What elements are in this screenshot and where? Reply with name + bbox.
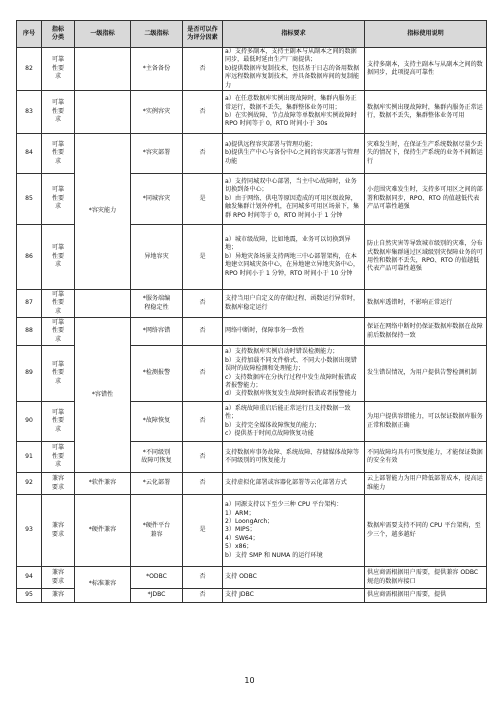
cell-scoring: 是 <box>183 495 223 567</box>
cell-no: 82 <box>17 48 42 91</box>
cell-scoring: 否 <box>183 473 223 495</box>
cell-usage: 不同故障均具有可恢复能力，才能保证数据的安全有效 <box>365 442 487 473</box>
cell-usage: 云上部署能力为用户降低部署成本，提高运维能力 <box>365 473 487 495</box>
cell-category: 可靠 性要 求 <box>42 174 75 225</box>
cell-scoring: 否 <box>183 134 223 174</box>
cell-level1: *硬件兼容 <box>75 495 131 567</box>
table-row <box>17 567 487 589</box>
cell-no: 89 <box>17 346 42 402</box>
cell-usage: 灾难发生时，在保证生产系统数据尽量少丢失的情况下，保持生产系统的业务不间断运行 <box>365 134 487 174</box>
cell-category: 兼容 要求 <box>42 567 75 589</box>
cell-no: 92 <box>17 473 42 495</box>
cell-requirement: a）城市级故障，比如地震，业务可以切换到异地； b）异地灾备场景支持两地三中心部署架构，在本地建立同城灾备中心，在异地建立异地灾备中心，RPO 时间小于 1 分钟，RTO 时间小于 10 分钟 <box>223 225 365 290</box>
cell-usage: 数据库实例出现故障时，集群内服务正常运行，数据不丢失，集群整体业务可用 <box>365 91 487 134</box>
cell-category: 可靠 性要 求 <box>42 48 75 91</box>
page-number: 10 <box>244 676 255 685</box>
cell-level1 <box>75 91 131 134</box>
table-row <box>17 48 487 91</box>
header-no: 序号 <box>17 21 42 48</box>
cell-level2: *主备备份 <box>131 48 183 91</box>
cell-category: 可靠 性要 求 <box>42 225 75 290</box>
cell-category: 可靠 性要 求 <box>42 318 75 346</box>
cell-level1: *容灾能力 <box>75 134 131 290</box>
cell-scoring: 否 <box>183 346 223 402</box>
cell-usage: 为用户提供容错能力，可以保证数据库服务正常和数据正确 <box>365 402 487 442</box>
cell-no: 83 <box>17 91 42 134</box>
cell-category: 可靠 性要 求 <box>42 134 75 174</box>
cell-category: 可靠 性要 求 <box>42 442 75 473</box>
cell-no: 87 <box>17 290 42 318</box>
cell-usage: 支持多副本，支持主副本与从副本之间的数据同步，此项提高可靠性 <box>365 48 487 91</box>
cell-level2: *同城容灾 <box>131 174 183 225</box>
cell-requirement: a）系统故障重启后能正常运行且支持数据一致性； b）支持完全媒体故障恢复的能力； c）提供基于时间点故障恢复功能 <box>223 402 365 442</box>
cell-level1 <box>75 48 131 91</box>
cell-no: 86 <box>17 225 42 290</box>
cell-usage: 防止自然灾害等导致城市级别的灾难，分布式数据库集群通过区域级别灾保障业务的可用性和数据不丢失，RPO、RTO 的值越低代表产品可靠性越强 <box>365 225 487 290</box>
cell-level2: *故障恢复 <box>131 402 183 442</box>
cell-usage: 供应商需根据用户需要，提供 <box>365 589 487 603</box>
cell-usage: 数据库需要支持不同的 CPU 平台架构，至少三个，越多越好 <box>365 495 487 567</box>
cell-level2: *实例容灾 <box>131 91 183 134</box>
table-row <box>17 495 487 567</box>
cell-requirement: 支持当用户自定义的存储过程、函数运行异常时，数据库稳定运行 <box>223 290 365 318</box>
cell-scoring: 否 <box>183 290 223 318</box>
cell-category: 可靠 性要 求 <box>42 290 75 318</box>
cell-no: 94 <box>17 567 42 589</box>
cell-level2: *云化部署 <box>131 473 183 495</box>
cell-scoring: 否 <box>183 48 223 91</box>
table-row <box>17 290 487 318</box>
header-scoring: 是否可以作 为评分因素 <box>183 21 223 48</box>
cell-category: 可靠 性要 求 <box>42 91 75 134</box>
cell-scoring: 是 <box>183 225 223 290</box>
cell-level2: *不同级别 故障可恢复 <box>131 442 183 473</box>
cell-scoring: 否 <box>183 318 223 346</box>
header-usage: 指标使用说明 <box>365 21 487 48</box>
header-category: 指标 分类 <box>42 21 75 48</box>
cell-category: 兼容 要求 <box>42 495 75 567</box>
cell-level1: *容错性 <box>75 318 131 473</box>
cell-no: 88 <box>17 318 42 346</box>
cell-usage: 保证在网络中断时仍保证数据库数据在故障前后数据保持一致 <box>365 318 487 346</box>
cell-scoring: 否 <box>183 442 223 473</box>
cell-scoring: 否 <box>183 402 223 442</box>
cell-level1: *软件兼容 <box>75 473 131 495</box>
table-row <box>17 318 487 346</box>
cell-no: 90 <box>17 402 42 442</box>
indicator-table <box>16 20 487 603</box>
table-row <box>17 134 487 174</box>
cell-scoring: 是 <box>183 174 223 225</box>
cell-level2: 异地容灾 <box>131 225 183 290</box>
cell-category: 可靠 性要 求 <box>42 346 75 402</box>
cell-level2: *检测报警 <box>131 346 183 402</box>
cell-requirement: a)提供远程容灾部署与管理功能； b)提供生产中心与备份中心之间的容灾部署与管理功能 <box>223 134 365 174</box>
cell-scoring: 否 <box>183 91 223 134</box>
table-row <box>17 473 487 495</box>
cell-usage: 数据库透错时，不影响正常运行 <box>365 290 487 318</box>
cell-no: 85 <box>17 174 42 225</box>
cell-requirement: 支持虚拟化部署或容器化部署等云化部署方式 <box>223 473 365 495</box>
cell-requirement: 支持 ODBC <box>223 567 365 589</box>
cell-level2: *ODBC <box>131 567 183 589</box>
header-requirement: 指标要求 <box>223 21 365 48</box>
cell-no: 93 <box>17 495 42 567</box>
cell-no: 95 <box>17 589 42 603</box>
cell-requirement: a）同源支持以下至少三种 CPU 平台架构： 1）ARM； 2）LoongArch； 3）MIPS； 4）SW64； 5）x86； b）支持 SMP 和 NUMA 的运行环境 <box>223 495 365 567</box>
table-header-row <box>17 21 487 48</box>
cell-requirement: a）支持多副本，支持主副本与从副本之间的数据同步，最低时延由生产厂商提供； b)提供数据库复制技术，包括基于日志的备用数据库远程数据库复制技术，并具备数据库间的复制能力 <box>223 48 365 91</box>
cell-level2: *服务端编 程稳定性 <box>131 290 183 318</box>
cell-no: 91 <box>17 442 42 473</box>
cell-category: 兼容 <box>42 589 75 603</box>
cell-no: 84 <box>17 134 42 174</box>
cell-usage: 发生错误情况，为用户提供告警检测机制 <box>365 346 487 402</box>
cell-level2: *硬件平台 兼容 <box>131 495 183 567</box>
table-row <box>17 91 487 134</box>
cell-requirement: 支持数据库事务故障、系统故障、存储媒体故障等不同级别的可恢复能力 <box>223 442 365 473</box>
cell-usage: 供应商需根据用户需要，提供兼容 ODBC 规范的数据库接口 <box>365 567 487 589</box>
cell-category: 兼容 要求 <box>42 473 75 495</box>
cell-requirement: a）支持数据库实例启动时错误检测能力； b）支持加载不同文件格式、不同大小数据出现错误时的故障检测和处理能力； c）支持数据库在分执行过程中发生故障时报错或者报警能力； d）支持数据库恢复发生故障时报错或者报警能力 <box>223 346 365 402</box>
header-level2: 二级指标 <box>131 21 183 48</box>
cell-requirement: 网络中断时，保障事务一致性 <box>223 318 365 346</box>
cell-level2: *网络容错 <box>131 318 183 346</box>
cell-category: 可靠 性要 求 <box>42 402 75 442</box>
cell-level1 <box>75 290 131 318</box>
cell-requirement: a）支持同城双中心部署，当主中心故障时，业务切换到备中心； b）由于网络、供电等原因造成的可用区级故障，触发集群计划外停机，在同城多可用区场景下，集群 RPO 时间等于 0，RTO 时间小于 1 分钟 <box>223 174 365 225</box>
cell-requirement: 支持 JDBC <box>223 589 365 603</box>
cell-scoring: 否 <box>183 567 223 589</box>
cell-scoring: 否 <box>183 589 223 603</box>
cell-requirement: a）在任意数据库实例出现故障时，集群内服务正常运行，数据不丢失，集群整体业务可用； b）在实例故障、节点故障等单数据库实例故障时 RPO 时间等于 0，RTO 时间小于 30s <box>223 91 365 134</box>
cell-usage: 小范围灾难发生时，支持多可用区之间的部署和数据同步，RPO、RTO 的值越低代表产品可靠性越强 <box>365 174 487 225</box>
cell-level2: *JDBC <box>131 589 183 603</box>
cell-level1: *标准兼容 <box>75 567 131 603</box>
cell-level2: *容灾部署 <box>131 134 183 174</box>
header-level1: 一级指标 <box>75 21 131 48</box>
